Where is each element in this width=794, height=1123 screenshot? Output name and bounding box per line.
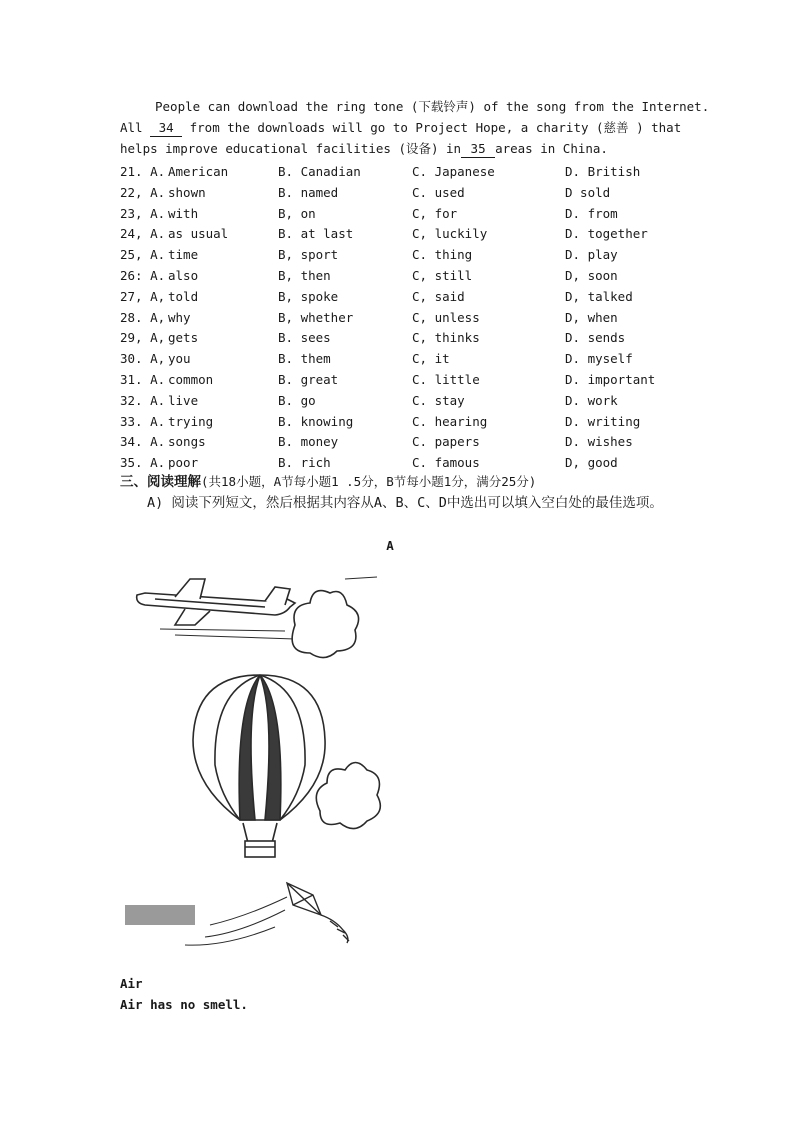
option-a: common (168, 372, 214, 387)
question-number: 27, A, (120, 288, 166, 304)
question-number: 26: A. (120, 268, 166, 283)
option-c: C. stay (412, 392, 465, 408)
option-c: C. used (412, 184, 465, 200)
question-number: 21. A. (120, 164, 166, 179)
passage-line-1 (155, 99, 709, 115)
option-d: D. sends (565, 330, 626, 346)
option-a: shown (168, 184, 206, 200)
option-b: B. named (278, 184, 339, 200)
option-b: B. sees (278, 330, 331, 346)
illustration (115, 565, 415, 955)
kite-icon (125, 883, 349, 945)
question-number: 28. A, (120, 309, 166, 325)
option-b: B. money (278, 434, 339, 450)
option-a: American (168, 164, 229, 179)
option-d: D, soon (565, 268, 618, 283)
section-header (120, 473, 536, 491)
option-a: time (168, 247, 199, 263)
option-a: live (168, 392, 199, 408)
option-b: B. go (278, 392, 316, 408)
option-a: you (168, 351, 191, 367)
passage-line-3 (120, 141, 608, 158)
question-number: 34. A. (120, 434, 166, 450)
option-c: C, said (412, 288, 465, 304)
passage-text: from the downloads will go to Project Hope, a charity (慈善 ) that (182, 120, 682, 135)
hot-air-balloon-icon (193, 675, 325, 857)
part-label: A (386, 538, 394, 553)
option-d: D. together (565, 226, 648, 242)
passage-line-2 (120, 120, 681, 137)
option-d: D. play (565, 247, 618, 263)
reading-title: Air (120, 976, 143, 991)
option-c: C, unless (412, 309, 480, 325)
blank-35: 35 (461, 141, 495, 158)
option-a: gets (168, 330, 199, 346)
question-number: 31. A. (120, 372, 166, 387)
option-d: D, good (565, 455, 618, 471)
option-b: B. them (278, 351, 331, 367)
option-b: B, whether (278, 309, 354, 325)
question-number: 32. A. (120, 392, 166, 408)
option-c: C. papers (412, 434, 480, 450)
option-c: C. thing (412, 247, 473, 263)
question-number: 23, A. (120, 205, 166, 221)
question-number: 24, A. (120, 226, 166, 242)
option-d: D, talked (565, 288, 633, 304)
option-b: B, sport (278, 247, 339, 263)
reading-line-1: Air has no smell. (120, 997, 248, 1012)
option-d: D. work (565, 392, 618, 408)
question-number: 22, A. (120, 184, 166, 200)
option-a: trying (168, 413, 214, 429)
option-c: C, thinks (412, 330, 480, 346)
option-c: C. famous (412, 455, 480, 471)
option-c: C, luckily (412, 226, 488, 242)
option-b: B, then (278, 268, 331, 283)
option-d: D. from (565, 205, 618, 221)
option-a: told (168, 288, 199, 304)
option-c: C, it (412, 351, 450, 367)
option-a: why (168, 309, 191, 325)
blank-34: 34 (150, 120, 182, 137)
question-number: 29, A, (120, 330, 166, 346)
option-d: D. myself (565, 351, 633, 367)
passage-text: areas in China. (495, 141, 608, 156)
option-a: as usual (168, 226, 229, 242)
option-c: C. Japanese (412, 164, 495, 179)
option-a: poor (168, 455, 199, 471)
option-b: B. knowing (278, 413, 354, 429)
option-a: also (168, 268, 199, 283)
option-c: C, still (412, 268, 473, 283)
question-number: 30. A, (120, 351, 166, 367)
question-number: 35. A. (120, 455, 166, 471)
question-number: 25, A. (120, 247, 166, 263)
option-d: D sold (565, 184, 611, 200)
option-b: B. rich (278, 455, 331, 471)
option-a: songs (168, 434, 206, 450)
option-d: D. British (565, 164, 641, 179)
option-b: B, on (278, 205, 316, 221)
option-d: D, when (565, 309, 618, 325)
option-a: with (168, 205, 199, 221)
option-c: C. little (412, 372, 480, 387)
section-instruction: A) 阅读下列短文，然后根据其内容从A、B、C、D中选出可以填入空白处的最佳选项。 (147, 495, 663, 511)
option-b: B. at last (278, 226, 354, 242)
option-b: B, spoke (278, 288, 339, 304)
section-note: (共18小题，A节每小题1 .5分，B节每小题1分，满分25分) (201, 474, 537, 489)
option-d: D. wishes (565, 434, 633, 450)
option-d: D. writing (565, 413, 641, 429)
option-d: D. important (565, 372, 656, 387)
passage-text: All (120, 120, 151, 135)
passage-text: People can download the ring tone (下载铃声) of the song from the Internet. (155, 99, 710, 114)
option-b: B. great (278, 372, 339, 387)
passage-text: helps improve educational facilities (设备) in (120, 141, 462, 156)
option-c: C, for (412, 205, 458, 221)
section-title: 三、阅读理解 (120, 474, 201, 490)
question-number: 33. A. (120, 413, 166, 429)
option-c: C. hearing (412, 413, 488, 429)
option-b: B. Canadian (278, 164, 361, 179)
